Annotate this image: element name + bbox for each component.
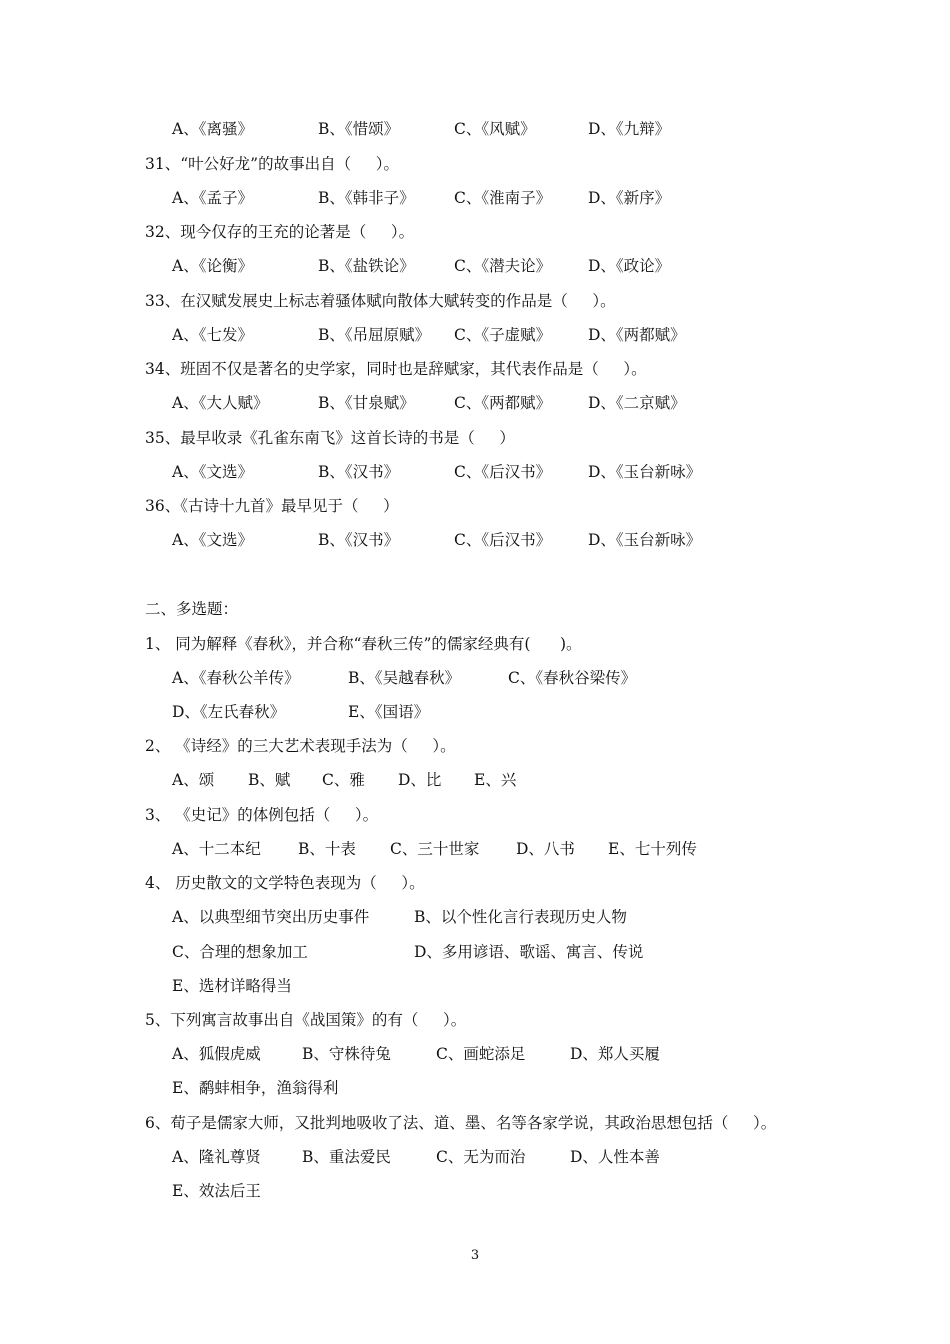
- option-a: A、《文选》: [172, 463, 253, 481]
- question-stem: 34、班固不仅是著名的史学家，同时也是辞赋家，其代表作品是（ ）。: [145, 360, 647, 378]
- question-stem: 32、现今仅存的王充的论著是（ ）。: [145, 223, 415, 241]
- option-b: B、《甘泉赋》: [318, 394, 415, 412]
- option-d: D、郑人买履: [570, 1045, 660, 1063]
- question-stem: 35、最早收录《孔雀东南飞》这首长诗的书是（ ）: [145, 429, 515, 447]
- option-d: D、八书: [516, 840, 575, 858]
- option-c: C、画蛇添足: [436, 1045, 526, 1063]
- option-a: A、《七发》: [172, 326, 253, 344]
- option-c: C、《淮南子》: [454, 189, 552, 207]
- option-c: C、合理的想象加工: [172, 943, 308, 961]
- option-d: D、《二京赋》: [588, 394, 686, 412]
- question-stem: 3、 《史记》的体例包括（ ）。: [145, 806, 379, 824]
- option-e: E、鹬蚌相争，渔翁得利: [172, 1079, 339, 1097]
- question-stem: 36、《古诗十九首》最早见于（ ）: [145, 497, 399, 515]
- option-b: B、赋: [248, 771, 291, 789]
- question-stem: 1、 同为解释《春秋》，并合称“春秋三传”的儒家经典有( )。: [145, 635, 582, 653]
- option-c: C、《两都赋》: [454, 394, 552, 412]
- option-b: B、《盐铁论》: [318, 257, 415, 275]
- option-b: B、守株待兔: [302, 1045, 391, 1063]
- option-a: A、《离骚》: [172, 120, 253, 138]
- option-a: A、隆礼尊贤: [172, 1148, 261, 1166]
- question-stem: 5、下列寓言故事出自《战国策》的有（ ）。: [145, 1011, 467, 1029]
- option-d: D、《左氏春秋》: [172, 703, 286, 721]
- option-a: A、《孟子》: [172, 189, 253, 207]
- option-b: B、重法爱民: [302, 1148, 391, 1166]
- option-c: C、《潜夫论》: [454, 257, 552, 275]
- option-b: B、以个性化言行表现历史人物: [414, 908, 627, 926]
- option-d: D、比: [398, 771, 442, 789]
- option-b: B、十表: [298, 840, 356, 858]
- option-d: D、多用谚语、歌谣、寓言、传说: [414, 943, 644, 961]
- option-a: A、《论衡》: [172, 257, 253, 275]
- option-c: C、《风赋》: [454, 120, 536, 138]
- option-c: C、《后汉书》: [454, 463, 552, 481]
- question-stem: 33、在汉赋发展史上标志着骚体赋向散体大赋转变的作品是（ ）。: [145, 292, 616, 310]
- option-c: C、三十世家: [390, 840, 480, 858]
- option-d: D、人性本善: [570, 1148, 660, 1166]
- option-b: B、《汉书》: [318, 531, 400, 549]
- option-b: B、《吊屈原赋》: [318, 326, 431, 344]
- option-b: B、《汉书》: [318, 463, 400, 481]
- option-c: C、《春秋谷梁传》: [508, 669, 637, 687]
- option-a: A、《大人赋》: [172, 394, 269, 412]
- option-d: D、《玉台新咏》: [588, 531, 702, 549]
- option-d: D、《政论》: [588, 257, 671, 275]
- option-d: D、《新序》: [588, 189, 671, 207]
- option-a: A、以典型细节突出历史事件: [172, 908, 370, 926]
- question-stem: 6、荀子是儒家大师，又批判地吸收了法、道、墨、名等各家学说，其政治思想包括（ ）。: [145, 1114, 777, 1132]
- option-c: C、《子虚赋》: [454, 326, 552, 344]
- option-e: E、选材详略得当: [172, 977, 292, 995]
- option-b: B、《韩非子》: [318, 189, 415, 207]
- option-e: E、《国语》: [348, 703, 430, 721]
- option-a: A、《春秋公羊传》: [172, 669, 300, 687]
- option-b: B、《吴越春秋》: [348, 669, 461, 687]
- question-stem: 2、 《诗经》的三大艺术表现手法为（ ）。: [145, 737, 456, 755]
- option-d: D、《九辩》: [588, 120, 671, 138]
- option-a: A、颂: [172, 771, 215, 789]
- option-a: A、狐假虎威: [172, 1045, 261, 1063]
- option-c: C、《后汉书》: [454, 531, 552, 549]
- option-a: A、十二本纪: [172, 840, 261, 858]
- option-d: D、《玉台新咏》: [588, 463, 702, 481]
- option-c: C、无为而治: [436, 1148, 526, 1166]
- option-e: E、七十列传: [608, 840, 697, 858]
- option-e: E、效法后王: [172, 1182, 261, 1200]
- question-stem: 31、“叶公好龙”的故事出自（ ）。: [145, 155, 399, 173]
- option-b: B、《惜颂》: [318, 120, 400, 138]
- option-e: E、兴: [474, 771, 517, 789]
- page-number: 3: [470, 1248, 480, 1263]
- question-stem: 4、 历史散文的文学特色表现为（ ）。: [145, 874, 425, 892]
- option-a: A、《文选》: [172, 531, 253, 549]
- option-c: C、雅: [322, 771, 365, 789]
- option-d: D、《两都赋》: [588, 326, 686, 344]
- section-heading: 二、多选题：: [145, 600, 239, 618]
